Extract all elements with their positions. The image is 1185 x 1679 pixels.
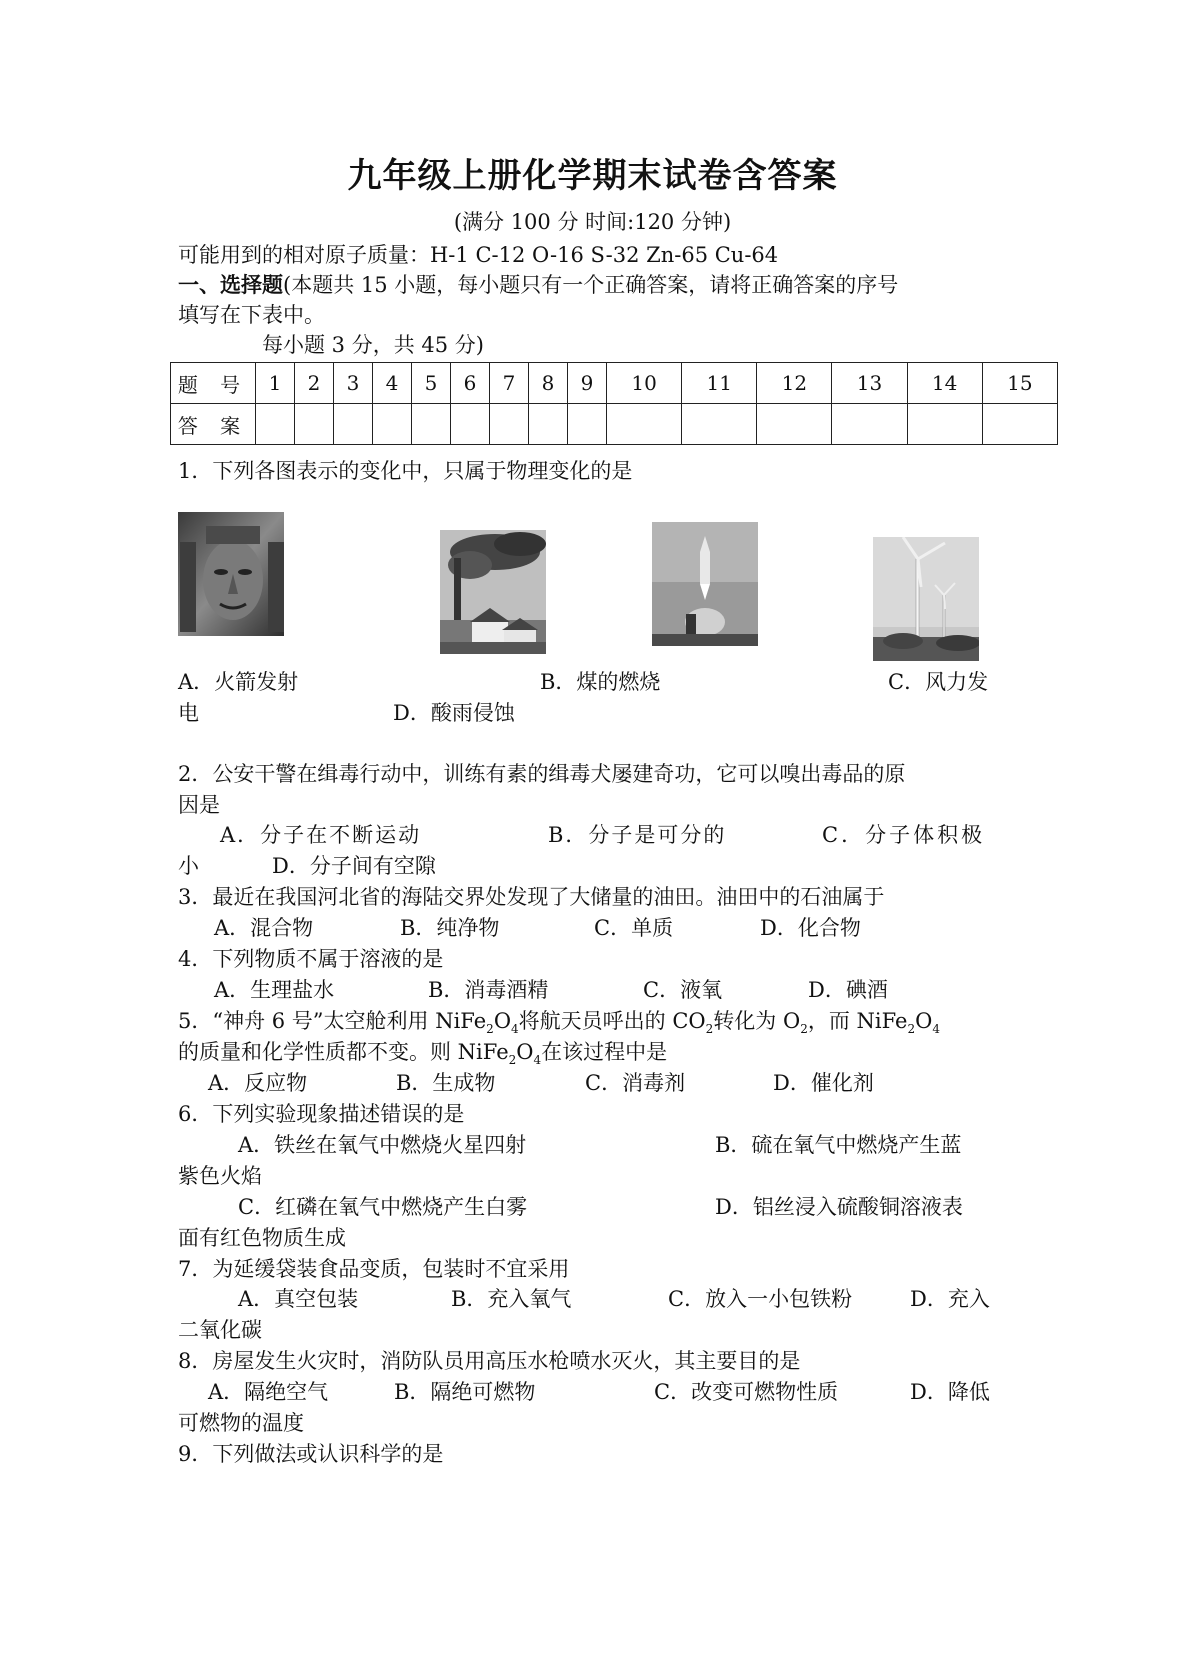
q6-option-a: A．铁丝在氧气中燃烧火星四射	[238, 1133, 527, 1157]
answer-cell[interactable]	[907, 404, 982, 445]
question-number-cell: 7	[490, 363, 529, 404]
question-number-cell: 14	[907, 363, 982, 404]
question-number-cell: 5	[412, 363, 451, 404]
answer-cell[interactable]	[256, 404, 295, 445]
q5-stem-part: 在该过程中是	[541, 1040, 668, 1064]
subscript: 4	[533, 1053, 542, 1068]
instruction-line-2: 填写在下表中。	[178, 303, 325, 327]
q1-option-c: C．风力发	[888, 670, 989, 694]
q7-option-b: B．充入氧气	[451, 1287, 572, 1311]
question-number-cell: 15	[982, 363, 1057, 404]
q5-option-c: C．消毒剂	[585, 1071, 686, 1095]
q4-option-d: D．碘酒	[808, 978, 888, 1002]
q6-option-d-cont: 面有红色物质生成	[178, 1226, 346, 1250]
q2-option-b: B．分子是可分的	[548, 823, 727, 847]
question-number-cell: 9	[568, 363, 607, 404]
q3-option-c: C．单质	[594, 916, 674, 940]
stone-face-statue-image	[178, 512, 284, 636]
q7-option-d-cont: 二氧化碳	[178, 1318, 262, 1342]
row-label-answer: 答 案	[171, 404, 256, 445]
q5-stem-line-1: 5．“神舟 6 号”太空舱利用 $NiFe_2O_4$将航天员呼出的 $CO_2$转化为 $O_2$，而 $NiFe_2O_4$	[178, 1009, 940, 1037]
q3-option-b: B．纯净物	[400, 916, 500, 940]
q3-stem: 3．最近在我国河北省的海陆交界处发现了大储量的油田。油田中的石油属于	[178, 885, 885, 909]
answer-cell[interactable]	[529, 404, 568, 445]
instruction-line-1: (本题共 15 小题，每小题只有一个正确答案，请将正确答案的序号	[283, 273, 899, 297]
answer-table-number-row	[171, 363, 1058, 404]
section-heading: 一、选择题	[178, 272, 283, 297]
q4-option-b: B．消毒酒精	[428, 978, 549, 1002]
q4-option-c: C．液氧	[643, 978, 723, 1002]
q5-stem-part: 的质量和化学性质都不变。则 NiFe	[178, 1040, 509, 1064]
q3-option-a: A．混合物	[214, 916, 314, 940]
subscript: 2	[705, 1022, 714, 1037]
q7-option-d: D．充入	[910, 1287, 990, 1311]
subscript: 2	[486, 1022, 494, 1037]
q1-option-d: D．酸雨侵蚀	[393, 701, 515, 725]
answer-table	[170, 362, 1058, 445]
answer-table-answer-row	[171, 404, 1058, 445]
answer-cell[interactable]	[451, 404, 490, 445]
question-number-cell: 8	[529, 363, 568, 404]
answer-cell[interactable]	[412, 404, 451, 445]
q6-option-d: D．铝丝浸入硫酸铜溶液表	[715, 1195, 963, 1219]
subscript: 2	[907, 1022, 916, 1037]
subscript: 4	[511, 1022, 519, 1037]
q7-stem: 7．为延缓袋装食品变质，包装时不宜采用	[178, 1257, 570, 1281]
q4-option-a: A．生理盐水	[214, 978, 335, 1002]
subscript: 2	[508, 1053, 517, 1068]
exam-subtitle: (满分 100 分 时间:120 分钟)	[453, 210, 732, 234]
q5-option-b: B．生成物	[396, 1071, 496, 1095]
q6-stem: 6．下列实验现象描述错误的是	[178, 1102, 465, 1126]
question-number-cell: 2	[295, 363, 334, 404]
q1-option-c-cont: 电	[178, 701, 199, 725]
wind-turbines-image	[873, 537, 979, 661]
question-number-cell: 11	[682, 363, 757, 404]
answer-cell[interactable]	[607, 404, 682, 445]
question-number-cell: 4	[373, 363, 412, 404]
answer-cell[interactable]	[490, 404, 529, 445]
question-number-cell: 3	[334, 363, 373, 404]
section-instruction	[178, 270, 898, 300]
q5-option-d: D．催化剂	[773, 1071, 874, 1095]
subscript: 2	[800, 1022, 808, 1037]
q5-stem-part: 转化为 O	[713, 1009, 801, 1033]
q8-option-d-cont: 可燃物的温度	[178, 1411, 304, 1435]
question-number-cell: 13	[832, 363, 907, 404]
q8-option-a: A．隔绝空气	[208, 1380, 329, 1404]
q5-option-a: A．反应物	[208, 1071, 308, 1095]
q2-stem-line-1: 2．公安干警在缉毒行动中，训练有素的缉毒犬屡建奇功，它可以嗅出毒品的原	[178, 762, 906, 786]
q2-stem-line-2: 因是	[178, 793, 220, 817]
q2-option-a: A．分子在不断运动	[220, 823, 422, 847]
q1-option-a: A．火箭发射	[178, 670, 299, 694]
answer-cell[interactable]	[334, 404, 373, 445]
q6-option-b: B．硫在氧气中燃烧产生蓝	[715, 1133, 962, 1157]
answer-cell[interactable]	[757, 404, 832, 445]
answer-cell[interactable]	[295, 404, 334, 445]
instruction-line-3: 每小题 3 分，共 45 分)	[262, 333, 484, 357]
atomic-masses: 可能用到的相对原子质量：H-1 C-12 O-16 S-32 Zn-65 Cu-64	[178, 243, 779, 267]
rocket-launch-image	[652, 522, 758, 646]
q8-option-b: B．隔绝可燃物	[394, 1380, 536, 1404]
q1-option-b: B．煤的燃烧	[540, 670, 661, 694]
row-label-number: 题 号	[171, 363, 256, 404]
q8-stem: 8．房屋发生火灾时，消防队员用高压水枪喷水灭火，其主要目的是	[178, 1349, 801, 1373]
q8-option-d: D．降低	[910, 1380, 990, 1404]
q5-stem-part: 5．“神舟 6 号”太空舱利用 NiFe	[178, 1009, 487, 1033]
q5-stem-part: 将航天员呼出的 CO	[518, 1009, 706, 1033]
q9-stem: 9．下列做法或认识科学的是	[178, 1442, 444, 1466]
q1-stem: 1．下列各图表示的变化中，只属于物理变化的是	[178, 459, 633, 483]
q7-option-a: A．真空包装	[238, 1287, 359, 1311]
subscript: 4	[932, 1022, 940, 1037]
q2-option-c-cont: 小	[178, 854, 199, 878]
answer-cell[interactable]	[682, 404, 757, 445]
q5-stem-line-2: 的质量和化学性质都不变。则 $NiFe_2O_4$在该过程中是	[178, 1040, 668, 1068]
q8-option-c: C．改变可燃物性质	[654, 1380, 839, 1404]
answer-cell[interactable]	[982, 404, 1057, 445]
question-number-cell: 6	[451, 363, 490, 404]
question-number-cell: 12	[757, 363, 832, 404]
q6-option-c: C．红磷在氧气中燃烧产生白雾	[238, 1195, 528, 1219]
q4-stem: 4．下列物质不属于溶液的是	[178, 947, 444, 971]
answer-cell[interactable]	[832, 404, 907, 445]
question-number-cell: 1	[256, 363, 295, 404]
answer-cell[interactable]	[568, 404, 607, 445]
q3-option-d: D．化合物	[760, 916, 861, 940]
page-title: 九年级上册化学期末试卷含答案	[347, 156, 838, 196]
question-number-cell: 10	[607, 363, 682, 404]
q6-option-b-cont: 紫色火焰	[178, 1164, 262, 1188]
answer-cell[interactable]	[373, 404, 412, 445]
q2-option-d: D．分子间有空隙	[272, 854, 436, 878]
q5-stem-part: ，而 NiFe	[807, 1009, 908, 1033]
q2-option-c: C．分子体积极	[822, 823, 986, 847]
q7-option-c: C．放入一小包铁粉	[668, 1287, 853, 1311]
coal-burning-chimney-image	[440, 530, 546, 654]
